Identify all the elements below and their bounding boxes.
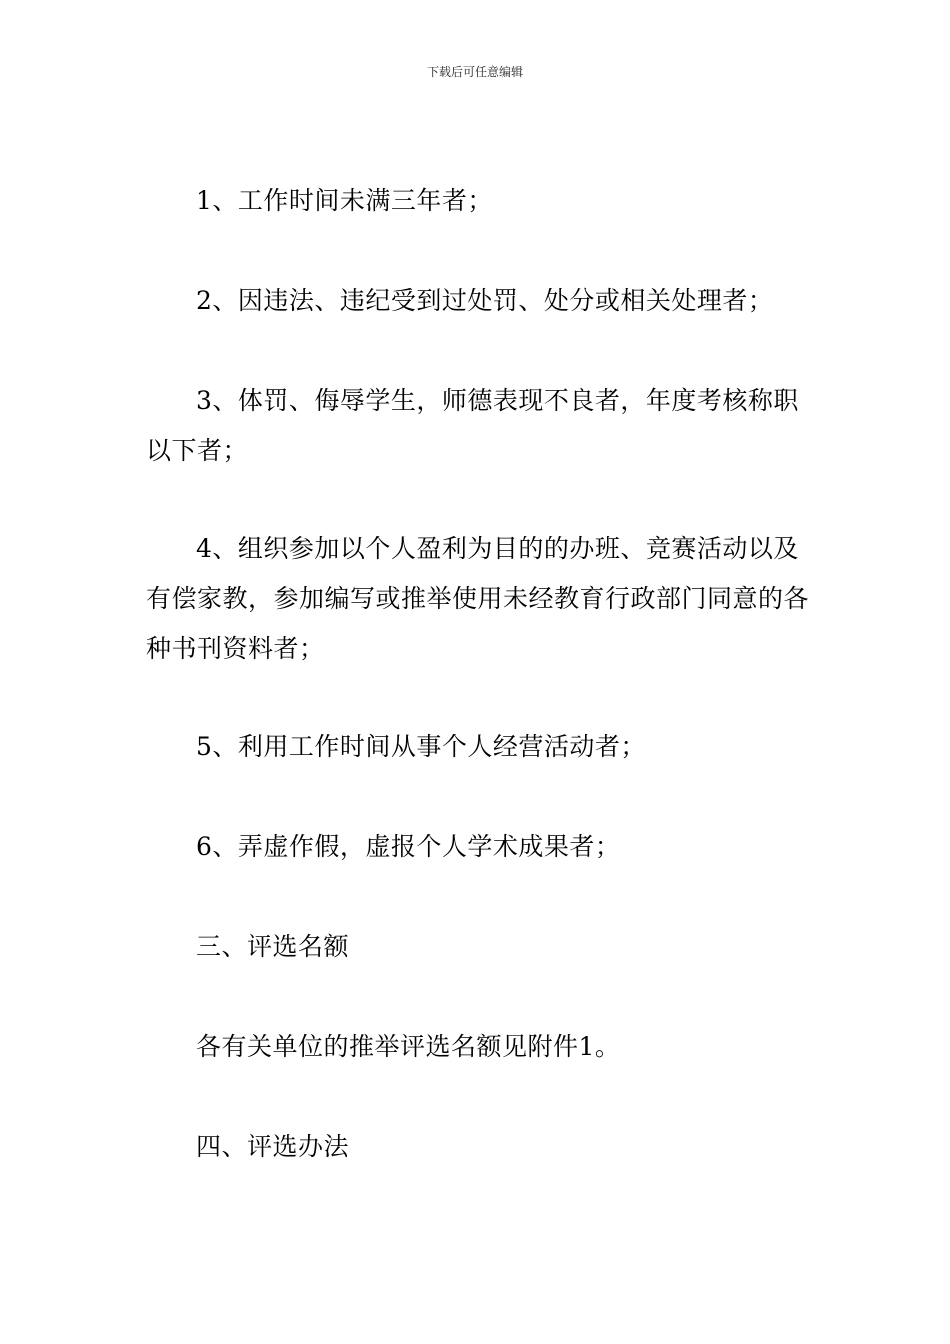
- list-item-3: 3、体罚、侮辱学生，师德表现不良者，年度考核称职以下者；: [146, 386, 799, 465]
- list-item-1: 1、工作时间未满三年者；: [196, 186, 493, 215]
- quota-paragraph: 各有关单位的推举评选名额见附件1。: [196, 1032, 621, 1061]
- section-heading-method: 四、评选办法: [196, 1132, 350, 1161]
- section-heading-quota: 三、评选名额: [196, 932, 350, 961]
- list-item-2: 2、因违法、违纪受到过处罚、处分或相关处理者；: [196, 286, 774, 315]
- header-note: 下载后可任意编辑: [426, 65, 523, 79]
- list-item-6: 6、弄虚作假，虚报个人学术成果者；: [196, 832, 621, 861]
- list-item-5: 5、利用工作时间从事个人经营活动者；: [196, 732, 646, 761]
- list-item-4: 4、组织参加以个人盈利为目的的办班、竞赛活动以及有偿家教，参加编写或推举使用未经教育行政部门同意的各种书刊资料者；: [146, 534, 810, 663]
